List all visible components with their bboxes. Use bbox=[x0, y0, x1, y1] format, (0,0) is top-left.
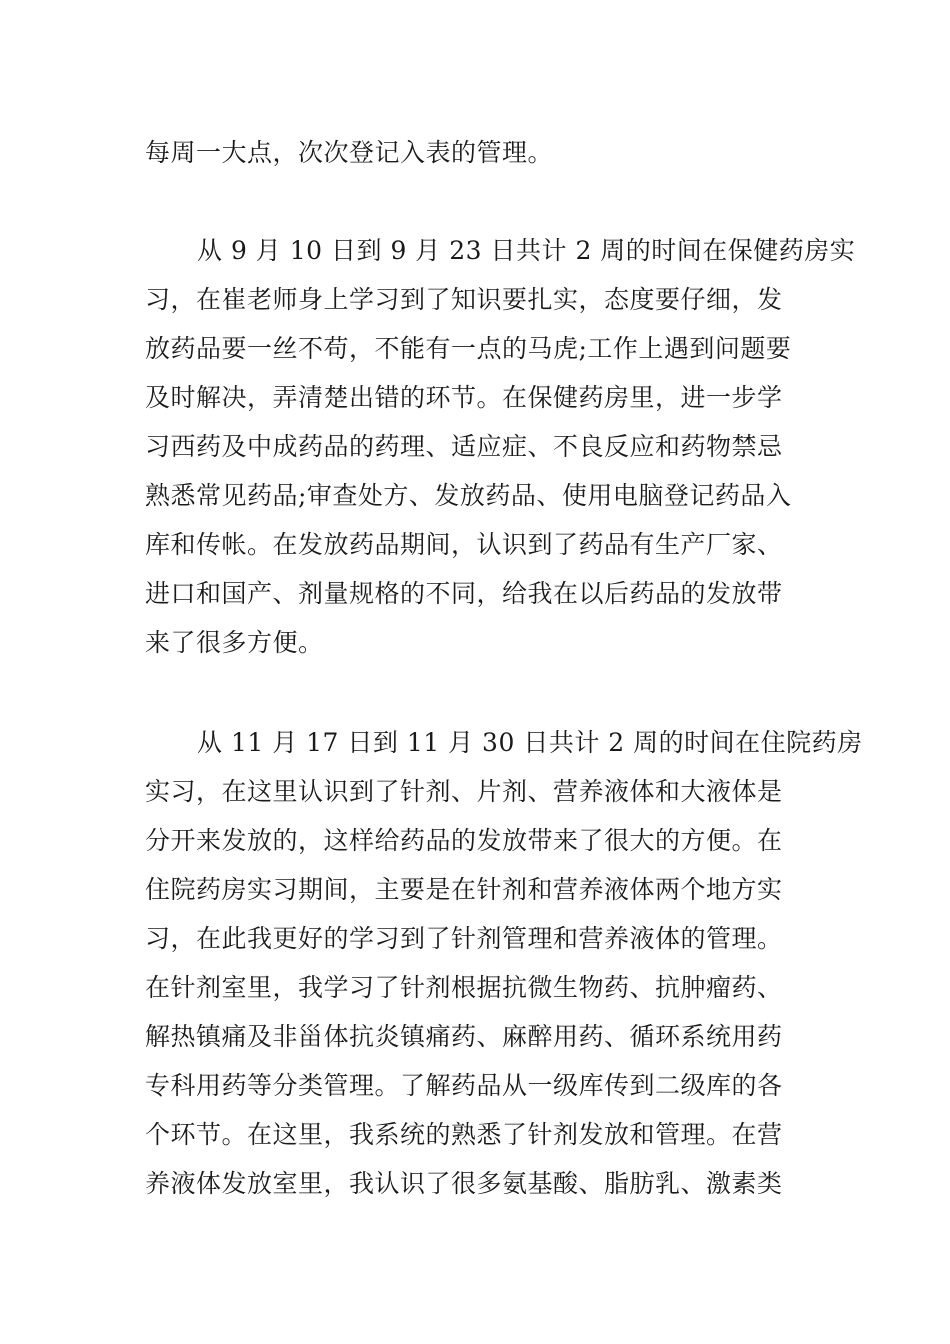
text-line: 从 11 月 17 日到 11 月 30 日共计 2 周的时间在住院药房 bbox=[197, 728, 863, 757]
text-line: 专科用药等分类管理。了解药品从一级库传到二级库的各 bbox=[145, 1071, 783, 1100]
text-line: 进口和国产、剂量规格的不同，给我在以后药品的发放带 bbox=[145, 579, 783, 608]
text-line: 实习，在这里认识到了针剂、片剂、营养液体和大液体是 bbox=[145, 777, 783, 806]
text-line: 在针剂室里，我学习了针剂根据抗微生物药、抗肿瘤药、 bbox=[145, 973, 783, 1002]
text-line: 每周一大点，次次登记入表的管理。 bbox=[145, 138, 554, 167]
paragraph-continuation bbox=[145, 128, 810, 177]
text-line: 分开来发放的，这样给药品的发放带来了很大的方便。在 bbox=[145, 826, 783, 855]
paragraph-health-pharmacy bbox=[145, 226, 856, 667]
text-line: 解热镇痛及非甾体抗炎镇痛药、麻醉用药、循环系统用药 bbox=[145, 1022, 783, 1051]
text-line: 熟悉常见药品;审查处方、发放药品、使用电脑登记药品入 bbox=[145, 481, 792, 510]
paragraph-inpatient-pharmacy bbox=[145, 718, 863, 1208]
text-line: 放药品要一丝不苟，不能有一点的马虎;工作上遇到问题要 bbox=[145, 334, 792, 363]
text-line: 来了很多方便。 bbox=[145, 628, 324, 657]
text-line: 习，在此我更好的学习到了针剂管理和营养液体的管理。 bbox=[145, 924, 783, 953]
text-line: 个环节。在这里，我系统的熟悉了针剂发放和管理。在营 bbox=[145, 1120, 783, 1149]
text-line: 住院药房实习期间，主要是在针剂和营养液体两个地方实 bbox=[145, 875, 783, 904]
text-line: 库和传帐。在发放药品期间，认识到了药品有生产厂家、 bbox=[145, 530, 783, 559]
text-line: 习西药及中成药品的药理、适应症、不良反应和药物禁忌 bbox=[145, 432, 783, 461]
text-line: 养液体发放室里，我认识了很多氨基酸、脂肪乳、激素类 bbox=[145, 1169, 783, 1198]
text-line: 及时解决，弄清楚出错的环节。在保健药房里，进一步学 bbox=[145, 383, 783, 412]
text-line: 从 9 月 10 日到 9 月 23 日共计 2 周的时间在保健药房实 bbox=[197, 236, 856, 265]
text-line: 习，在崔老师身上学习到了知识要扎实，态度要仔细，发 bbox=[145, 285, 783, 314]
